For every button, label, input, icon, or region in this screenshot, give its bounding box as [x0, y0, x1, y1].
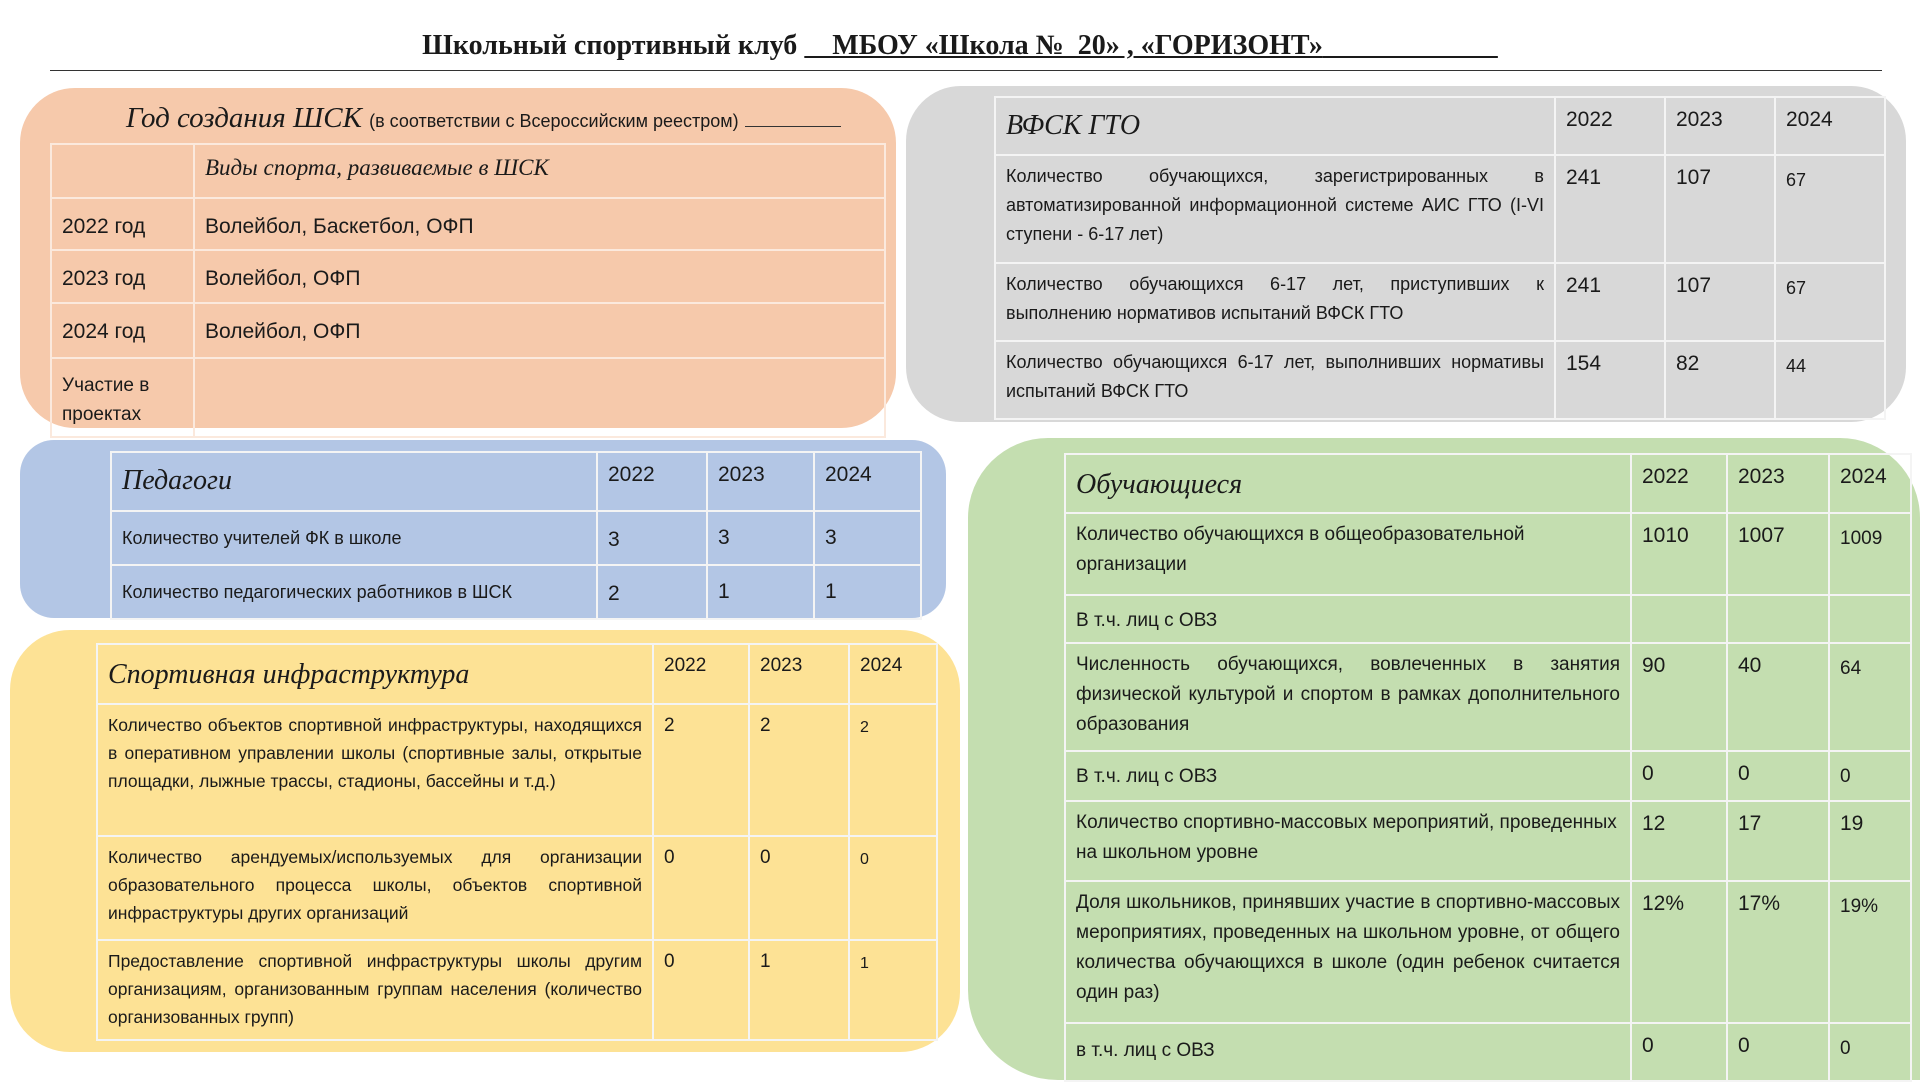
year-header: 2024	[849, 644, 937, 704]
club-sports: Волейбол, Баскетбол, ОФП	[194, 198, 885, 250]
table-row	[51, 198, 885, 250]
value-cell: 1	[707, 565, 814, 619]
students-table	[1064, 453, 1912, 1082]
value-cell: 241	[1555, 155, 1665, 263]
table-row	[995, 155, 1885, 263]
value-cell: 1007	[1727, 513, 1829, 595]
value-cell: 90	[1631, 643, 1727, 751]
students-label: В т.ч. лиц с ОВЗ	[1065, 751, 1631, 801]
value-cell: 0	[749, 836, 849, 940]
club-projects-value	[194, 358, 885, 437]
table-row	[1065, 595, 1911, 643]
gto-table	[994, 96, 1886, 420]
table-row	[97, 836, 937, 940]
table-row	[97, 644, 937, 704]
year-header: 2024	[814, 452, 921, 511]
table-row	[1065, 513, 1911, 595]
club-name-text: МБОУ «Школа № 20» , «ГОРИЗОНТ»	[804, 30, 1323, 61]
value-cell: 1009	[1829, 513, 1911, 595]
year-header: 2024	[1775, 97, 1885, 155]
table-row	[97, 940, 937, 1040]
value-cell: 0	[1829, 751, 1911, 801]
students-label: Доля школьников, принявших участие в спортивно-массовых мероприятиях, проведенных на школьном уровне, от общего количества обучающихся в школе (один ребенок считается один раз)	[1065, 881, 1631, 1023]
value-cell: 0	[1727, 751, 1829, 801]
table-row	[51, 144, 885, 198]
value-cell: 2	[749, 704, 849, 836]
title-prefix: Школьный спортивный клуб	[422, 30, 798, 61]
empty-cell	[51, 144, 194, 198]
teachers-table	[110, 451, 922, 620]
value-cell: 19%	[1829, 881, 1911, 1023]
year-header: 2022	[597, 452, 707, 511]
table-row	[51, 303, 885, 358]
table-row	[1065, 454, 1911, 513]
infra-label: Количество арендуемых/используемых для организации образовательного процесса школы, объектов спортивной инфраструктуры других организаций	[97, 836, 653, 940]
value-cell: 241	[1555, 263, 1665, 341]
value-cell: 1	[749, 940, 849, 1040]
year-header: 2023	[1665, 97, 1775, 155]
table-row	[51, 358, 885, 437]
value-cell: 2	[849, 704, 937, 836]
year-header: 2023	[1727, 454, 1829, 513]
value-cell: 0	[849, 836, 937, 940]
value-cell: 1	[814, 565, 921, 619]
year-header: 2022	[653, 644, 749, 704]
value-cell: 3	[814, 511, 921, 565]
year-header: 2023	[707, 452, 814, 511]
value-cell: 2	[597, 565, 707, 619]
value-cell: 17	[1727, 801, 1829, 881]
year-header: 2023	[749, 644, 849, 704]
students-label: Количество обучающихся в общеобразовательной организации	[1065, 513, 1631, 595]
table-row	[995, 341, 1885, 419]
table-row	[1065, 881, 1911, 1023]
table-row	[1065, 751, 1911, 801]
value-cell: 0	[1829, 1023, 1911, 1081]
value-cell: 82	[1665, 341, 1775, 419]
value-cell: 40	[1727, 643, 1829, 751]
value-cell: 1	[849, 940, 937, 1040]
year-header: 2022	[1631, 454, 1727, 513]
students-label: В т.ч. лиц с ОВЗ	[1065, 595, 1631, 643]
value-cell	[1829, 595, 1911, 643]
value-cell: 67	[1775, 155, 1885, 263]
students-label: Численность обучающихся, вовлеченных в занятия физической культурой и спортом в рамках дополнительного образования	[1065, 643, 1631, 751]
value-cell: 3	[597, 511, 707, 565]
club-heading-text: Год создания ШСК	[126, 102, 362, 134]
infra-table	[96, 643, 938, 1041]
club-name	[804, 30, 1498, 61]
value-cell	[1727, 595, 1829, 643]
value-cell: 67	[1775, 263, 1885, 341]
club-projects-label: Участие в проектах	[51, 358, 194, 437]
club-founding-heading	[126, 102, 841, 135]
value-cell: 0	[1727, 1023, 1829, 1081]
value-cell: 2	[653, 704, 749, 836]
sports-header: Виды спорта, развиваемые в ШСК	[194, 144, 885, 198]
club-heading-note: (в соответствии с Всероссийским реестром)	[369, 111, 739, 131]
students-heading: Обучающиеся	[1065, 454, 1631, 513]
year-header: 2024	[1829, 454, 1911, 513]
value-cell: 0	[1631, 1023, 1727, 1081]
club-year: 2024 год	[51, 303, 194, 358]
value-cell: 12%	[1631, 881, 1727, 1023]
value-cell: 107	[1665, 155, 1775, 263]
table-row	[1065, 643, 1911, 751]
gto-label: Количество обучающихся, зарегистрированных в автоматизированной информационной системе АИС ГТО (I-VI ступени - 6-17 лет)	[995, 155, 1555, 263]
infra-label: Количество объектов спортивной инфраструктуры, находящихся в оперативном управлении школы (спортивные залы, открытые площадки, лыжные трассы, стадионы, бассейны и т.д.)	[97, 704, 653, 836]
title-underline	[50, 70, 1882, 71]
club-sports: Волейбол, ОФП	[194, 303, 885, 358]
value-cell: 19	[1829, 801, 1911, 881]
table-row	[1065, 1023, 1911, 1081]
gto-label: Количество обучающихся 6-17 лет, приступивших к выполнению нормативов испытаний ВФСК ГТО	[995, 263, 1555, 341]
club-sports-table	[50, 143, 886, 438]
club-year-blank	[745, 126, 841, 127]
value-cell: 0	[653, 836, 749, 940]
value-cell: 64	[1829, 643, 1911, 751]
value-cell: 17%	[1727, 881, 1829, 1023]
year-header: 2022	[1555, 97, 1665, 155]
table-row	[995, 263, 1885, 341]
table-row	[111, 565, 921, 619]
club-year: 2023 год	[51, 250, 194, 303]
table-row	[111, 511, 921, 565]
page-title	[0, 30, 1920, 62]
students-label: Количество спортивно-массовых мероприятий, проведенных на школьном уровне	[1065, 801, 1631, 881]
teachers-heading: Педагоги	[111, 452, 597, 511]
value-cell: 44	[1775, 341, 1885, 419]
teachers-label: Количество педагогических работников в ШСК	[111, 565, 597, 619]
value-cell: 154	[1555, 341, 1665, 419]
club-year: 2022 год	[51, 198, 194, 250]
table-row	[97, 704, 937, 836]
gto-label: Количество обучающихся 6-17 лет, выполнивших нормативы испытаний ВФСК ГТО	[995, 341, 1555, 419]
value-cell: 0	[653, 940, 749, 1040]
value-cell: 3	[707, 511, 814, 565]
value-cell	[1631, 595, 1727, 643]
table-row	[111, 452, 921, 511]
value-cell: 0	[1631, 751, 1727, 801]
club-name-blank	[1323, 30, 1498, 61]
club-sports: Волейбол, ОФП	[194, 250, 885, 303]
infra-heading: Спортивная инфраструктура	[97, 644, 653, 704]
infra-label: Предоставление спортивной инфраструктуры школы другим организациям, организованным группам населения (количество организованных групп)	[97, 940, 653, 1040]
value-cell: 1010	[1631, 513, 1727, 595]
teachers-label: Количество учителей ФК в школе	[111, 511, 597, 565]
value-cell: 107	[1665, 263, 1775, 341]
students-label: в т.ч. лиц с ОВЗ	[1065, 1023, 1631, 1081]
value-cell: 12	[1631, 801, 1727, 881]
table-row	[51, 250, 885, 303]
table-row	[1065, 801, 1911, 881]
gto-heading: ВФСК ГТО	[995, 97, 1555, 155]
table-row	[995, 97, 1885, 155]
